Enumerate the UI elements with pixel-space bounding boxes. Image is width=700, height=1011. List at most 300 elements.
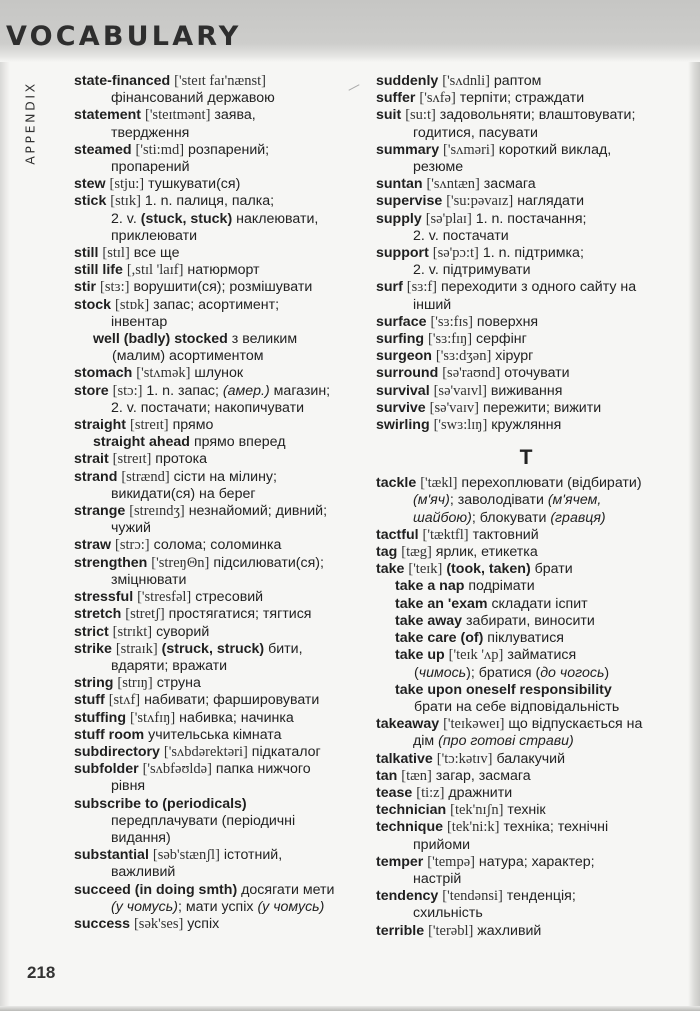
transcription: ['sʌdnli]: [442, 73, 490, 89]
usage-note: до чогось: [540, 664, 605, 681]
vocab-entry: [376, 802, 676, 819]
transcription: [tek'nɪʃn]: [450, 802, 504, 819]
entry-line: [376, 819, 676, 836]
entry-line: [376, 854, 676, 871]
entry-line: [74, 675, 364, 692]
vocab-entry: [376, 417, 676, 434]
translation: 1. n. постачання;: [475, 210, 587, 227]
translation: брати на себе відповідальність: [414, 698, 620, 715]
headword: surround: [376, 365, 439, 382]
vocab-entry: [376, 888, 676, 922]
vocab-entry: [376, 279, 676, 313]
translation: тушкувати(ся): [148, 176, 241, 193]
headword: supply: [376, 210, 422, 227]
transcription: [stɒk]: [115, 296, 150, 313]
transcription: ['steɪt faɪ'nænst]: [174, 73, 266, 89]
headword: stuffing: [74, 709, 127, 726]
headword: strike: [74, 640, 112, 657]
entry-continuation: [74, 125, 364, 142]
headword: strand: [74, 468, 118, 485]
entry-line: [74, 279, 364, 296]
entry-line: [376, 176, 676, 193]
vocab-entry: [74, 107, 364, 141]
transcription: ['swɜ:lɪŋ]: [433, 417, 488, 434]
vocab-entry: [74, 916, 364, 933]
headword: state-financed: [74, 73, 171, 89]
vocab-entry: [376, 383, 676, 400]
entry-line: [74, 469, 364, 486]
headword: substantial: [74, 847, 149, 864]
entry-line: [74, 451, 364, 468]
entry-continuation: [74, 486, 364, 503]
headword: strict: [74, 623, 109, 640]
entry-line: [376, 630, 676, 647]
translation: засмага: [483, 176, 536, 193]
usage-note: (м'яч): [413, 492, 450, 509]
vocab-entry: [376, 365, 676, 382]
entry-line: [376, 348, 676, 365]
entry-continuation: [74, 658, 364, 675]
transcription: [sə'pɔ:t]: [432, 245, 479, 262]
transcription: [strænd]: [121, 468, 170, 485]
entry-continuation: [376, 262, 676, 279]
vocab-entry: [376, 785, 676, 802]
entry-line: [74, 297, 364, 314]
t-entries: [376, 475, 676, 939]
headword: stick: [74, 193, 107, 210]
translation: досягати мети: [241, 881, 335, 898]
translation: 1. n. палиця, палка;: [144, 193, 275, 210]
headword: subscribe to (periodicals): [74, 795, 247, 812]
translation: кружляння: [491, 417, 562, 434]
translation: ; заволодівати: [449, 492, 544, 509]
page-number: 218: [27, 963, 56, 982]
transcription: [stɔ:]: [112, 382, 143, 399]
headword: stretch: [74, 606, 122, 623]
entry-line: [74, 107, 364, 124]
usage-note: (у чомусь): [257, 898, 325, 915]
entry-line: [74, 193, 364, 210]
entry-line: [376, 527, 676, 544]
entry-line: [74, 589, 364, 606]
headword: take an 'exam: [395, 595, 488, 612]
entry-line: [376, 417, 676, 434]
usage-note: чимось: [418, 664, 467, 681]
entry-line: [376, 193, 676, 210]
entry-continuation: [74, 830, 364, 847]
translation: ; блокувати: [471, 509, 547, 526]
transcription: [sə'plaɪ]: [425, 210, 472, 227]
vocab-entry: [376, 211, 676, 245]
headword: subfolder: [74, 761, 139, 778]
translation: інший: [413, 296, 452, 313]
vocab-entry: [74, 503, 364, 537]
transcription: [sə'vaɪv]: [429, 399, 479, 416]
headword: surf: [376, 279, 403, 296]
headword: suntan: [376, 176, 423, 193]
transcription: [stʌf]: [108, 692, 141, 709]
headword: still: [74, 245, 99, 262]
translation: стресовий: [195, 589, 264, 606]
headword: stock: [74, 296, 112, 313]
translation: піклуватися: [487, 630, 564, 647]
headword: technician: [376, 802, 447, 819]
entry-line: [74, 710, 364, 727]
vocab-entry: [376, 314, 676, 331]
verb-forms: (stuck, stuck): [140, 210, 233, 227]
translation: задовольняти; влаштовувати;: [439, 107, 636, 124]
entry-line: [376, 888, 676, 905]
translation: з великим: [231, 331, 298, 348]
translation: протока: [155, 451, 208, 468]
headword: success: [74, 915, 131, 932]
transcription: [səb'stænʃl]: [152, 847, 220, 864]
headword: take care (of): [395, 630, 484, 647]
translation: твердження: [111, 124, 190, 141]
transcription: [tæn]: [401, 767, 432, 784]
translation: підкаталог: [251, 743, 321, 760]
verb-forms: (took, taken): [446, 561, 531, 578]
entry-line: [376, 475, 676, 492]
entry-continuation: [376, 837, 676, 854]
translation: рівня: [111, 778, 146, 795]
transcription: ['stresfəl]: [137, 589, 192, 606]
vocab-entry: [74, 451, 364, 468]
vocab-entry: [376, 751, 676, 768]
transcription: ['sʌbfəʊldə]: [142, 761, 212, 778]
translation: забирати, виносити: [466, 612, 595, 629]
page-edge-left: [0, 0, 10, 1011]
vocab-entry: [376, 245, 676, 279]
sub-entry: [376, 613, 676, 630]
translation: 1. n. запас;: [146, 382, 219, 399]
entry-continuation: [376, 871, 676, 888]
page-edge-bottom: [0, 1006, 700, 1011]
transcription: [,stɪl 'laɪf]: [126, 262, 184, 279]
entry-line: [376, 596, 676, 613]
entry-line: [74, 555, 364, 572]
headword: straight: [74, 417, 127, 434]
sub-entry: [376, 596, 676, 613]
translation: переходити з одного сайту на: [440, 279, 637, 296]
translation: натура; характер;: [478, 853, 595, 870]
transcription: [strɪŋ]: [117, 675, 153, 692]
transcription: ['sʌbdərektəri]: [163, 743, 248, 760]
vocab-entry: [376, 142, 676, 176]
vocab-entry: [376, 768, 676, 785]
vocab-entry: [74, 882, 364, 916]
entry-line: [376, 578, 676, 595]
headword: stomach: [74, 365, 133, 382]
entry-line: [74, 727, 364, 744]
translation: простягатися; тягтися: [168, 606, 312, 623]
transcription: ['sʌməri]: [443, 141, 495, 158]
usage-note: (м'ячем,: [547, 492, 602, 509]
headword: take away: [395, 612, 463, 629]
translation: прийоми: [413, 836, 470, 853]
headword: stuff: [74, 692, 105, 709]
entry-continuation: [74, 520, 364, 537]
vocab-entry: [74, 589, 364, 606]
entry-line: [74, 606, 364, 623]
headword: tan: [376, 767, 398, 784]
translation: приклеювати: [111, 227, 198, 244]
vocab-entry: [74, 744, 364, 761]
letter-heading-t: T: [519, 446, 533, 470]
headword: string: [74, 675, 114, 692]
entry-line: [74, 847, 364, 864]
headword: statement: [74, 107, 142, 124]
entry-line: [376, 785, 676, 802]
translation: дім: [413, 733, 435, 750]
translation: зміцнювати: [111, 571, 187, 588]
headword: strengthen: [74, 554, 148, 571]
headword: temper: [376, 853, 424, 870]
vocab-entry: [376, 73, 676, 90]
translation: (малим) асортиментом: [112, 348, 264, 365]
headword: surfing: [376, 331, 425, 348]
entry-line: [376, 365, 676, 382]
translation: набивати; фаршировувати: [144, 692, 320, 709]
vocab-entry: [376, 176, 676, 193]
entry-line: [376, 331, 676, 348]
translation: схильність: [413, 905, 483, 922]
entry-continuation: [74, 90, 364, 107]
translation: викидати(ся) на берег: [111, 485, 256, 502]
translation: оточувати: [504, 365, 570, 382]
entry-line: [376, 716, 676, 733]
translation: тенденція;: [506, 888, 576, 905]
translation: 1. n. підтримка;: [482, 245, 584, 262]
transcription: ['sɜ:dʒən]: [435, 348, 492, 365]
translation: 2. v.: [111, 210, 137, 227]
transcription: [stɪk]: [110, 193, 141, 210]
sub-entry: [376, 647, 676, 681]
transcription: ['tækl]: [420, 475, 458, 492]
transcription: [ti:z]: [416, 784, 445, 801]
transcription: ['tendənsi]: [442, 888, 503, 905]
transcription: ['tɔ:kətɪv]: [436, 750, 493, 767]
entry-continuation: [74, 159, 364, 176]
transcription: [tæg]: [401, 544, 432, 561]
entry-line: [74, 761, 364, 778]
entry-line: [74, 641, 364, 658]
translation: ярлик, етикетка: [435, 544, 538, 561]
headword: survive: [376, 399, 426, 416]
vocab-entry: [376, 331, 676, 348]
translation: все ще: [133, 245, 180, 262]
entry-continuation: [376, 297, 676, 314]
entry-line: [376, 107, 676, 124]
headword: survival: [376, 382, 430, 399]
headword: takeaway: [376, 716, 440, 733]
entry-line: [74, 882, 364, 899]
translation: підсилювати(ся);: [213, 554, 324, 571]
entry-line: [74, 365, 364, 382]
translation: учительська кімната: [148, 726, 282, 743]
translation: фінансований державою: [111, 90, 275, 107]
entry-line: [376, 279, 676, 296]
vocab-entry: [74, 692, 364, 709]
headword: tease: [376, 784, 413, 801]
translation: папка нижчого: [215, 761, 311, 778]
translation: струна: [156, 675, 201, 692]
page-edge-right: [688, 0, 700, 1011]
headword: surface: [376, 313, 427, 330]
entry-continuation: [376, 510, 676, 527]
entry-continuation: [74, 228, 364, 245]
entry-line: [376, 314, 676, 331]
transcription: [stɜ:]: [100, 279, 130, 296]
transcription: [strɪkt]: [112, 623, 153, 640]
vocab-entry: [376, 107, 676, 141]
translation: жахливий: [477, 922, 542, 939]
vocab-entry: [376, 90, 676, 107]
usage-note: (у чомусь): [111, 898, 178, 915]
entry-line: [376, 245, 676, 262]
vocab-entry: [74, 624, 364, 641]
entry-line: [74, 331, 364, 348]
translation: ; мати успіх: [177, 898, 254, 915]
vocab-entry: [74, 641, 364, 675]
transcription: ['sɜ:fɪŋ]: [428, 331, 473, 348]
translation: запас; асортимент;: [153, 296, 280, 313]
translation: техніка; технічні: [503, 819, 609, 836]
vocab-entry: [376, 544, 676, 561]
entry-continuation: [74, 348, 364, 365]
transcription: ['sɜ:fɪs]: [430, 313, 473, 330]
entry-line: [74, 537, 364, 554]
translation: 2. v. підтримувати: [413, 262, 531, 279]
transcription: [sə'vaɪvl]: [433, 382, 487, 399]
entry-continuation: [376, 125, 676, 142]
entry-continuation: [74, 899, 364, 916]
vocab-entry: [74, 417, 364, 434]
transcription: ['sʌntæn]: [426, 176, 480, 193]
entry-continuation: [74, 211, 364, 228]
vocab-entry: [74, 537, 364, 554]
entry-continuation: [376, 159, 676, 176]
entry-line: [376, 383, 676, 400]
headword: strait: [74, 451, 109, 468]
vocab-entry: [74, 383, 364, 417]
vocab-entry: [376, 475, 676, 527]
vocab-entry: [74, 606, 364, 623]
headword: swirling: [376, 417, 430, 434]
translation: наглядати: [517, 193, 585, 210]
headword: subdirectory: [74, 743, 160, 760]
entry-continuation: [74, 778, 364, 795]
headword: suffer: [376, 90, 416, 107]
entry-line: [74, 262, 364, 279]
translation: пропарений: [111, 159, 190, 176]
entry-line: [376, 923, 676, 940]
translation: вдаряти; вражати: [111, 657, 228, 674]
translation: подрімати: [468, 578, 535, 595]
headword: strange: [74, 503, 126, 520]
entry-line: [74, 142, 364, 159]
translation: сісти на мілину;: [173, 468, 277, 485]
vocab-entry: [74, 469, 364, 503]
entry-continuation: [74, 864, 364, 881]
entry-line: [376, 647, 676, 664]
entry-line: [74, 176, 364, 193]
vocab-entry: [74, 555, 364, 589]
entry-continuation: [74, 400, 364, 417]
transcription: [tek'ni:k]: [446, 819, 500, 836]
translation: тактовний: [472, 526, 539, 543]
vocab-entry: [74, 279, 364, 296]
headword: stuff room: [74, 726, 145, 743]
transcription: ['teɪk]: [408, 561, 443, 578]
headword: take up: [395, 647, 445, 664]
headword: tag: [376, 544, 398, 561]
translation: бити,: [268, 640, 303, 657]
vocab-entry: [74, 761, 364, 795]
transcription: ['stʌfɪŋ]: [129, 709, 176, 726]
transcription: ['sti:md]: [135, 141, 185, 158]
entry-line: [74, 624, 364, 641]
usage-note: (амер.): [222, 382, 270, 399]
entry-line: [74, 744, 364, 761]
header-band: [0, 0, 700, 62]
translation: дражнити: [448, 784, 513, 801]
translation: заява,: [214, 107, 256, 124]
headword: store: [74, 382, 109, 399]
vocab-entry: [74, 73, 364, 107]
translation: терпіти; страждати: [459, 90, 585, 107]
entry-continuation: [376, 699, 676, 716]
transcription: [sək'ses]: [133, 915, 184, 932]
headword: stew: [74, 176, 106, 193]
entry-line: [74, 692, 364, 709]
entry-line: [376, 561, 676, 578]
headword: stir: [74, 279, 97, 296]
translation: брати: [534, 561, 573, 578]
sub-entry: [376, 682, 676, 716]
entry-line: [376, 613, 676, 630]
transcription: [sə'raʊnd]: [442, 365, 501, 382]
translation: передплачувати (періодичні: [111, 812, 296, 829]
translation: солома; соломинка: [153, 537, 282, 554]
transcription: ['sʌfə]: [419, 90, 456, 107]
transcription: [streɪt]: [129, 417, 169, 434]
entry-line: [74, 245, 364, 262]
transcription: ['terəbl]: [428, 922, 474, 939]
punct: ): [604, 664, 610, 681]
translation: ); братися (: [466, 664, 541, 681]
translation: годитися, пасувати: [413, 124, 538, 141]
vocab-entry: [74, 297, 364, 331]
headword: stressful: [74, 589, 134, 606]
vocab-entry: [74, 176, 364, 193]
entry-line: [74, 916, 364, 933]
translation: резюме: [413, 159, 464, 176]
vocab-entry: [376, 716, 676, 750]
transcription: [stretʃ]: [125, 606, 165, 623]
entry-continuation: [74, 572, 364, 589]
headword: supervise: [376, 193, 443, 210]
headword: terrible: [376, 922, 425, 939]
entry-line: [74, 503, 364, 520]
transcription: [strɔ:]: [115, 537, 150, 554]
entry-continuation: [376, 492, 676, 509]
translation: перехоплювати (відбирати): [461, 475, 642, 492]
headword: summary: [376, 141, 440, 158]
right-column: [376, 73, 676, 940]
left-column: [74, 73, 364, 933]
vocab-entry: [74, 142, 364, 176]
